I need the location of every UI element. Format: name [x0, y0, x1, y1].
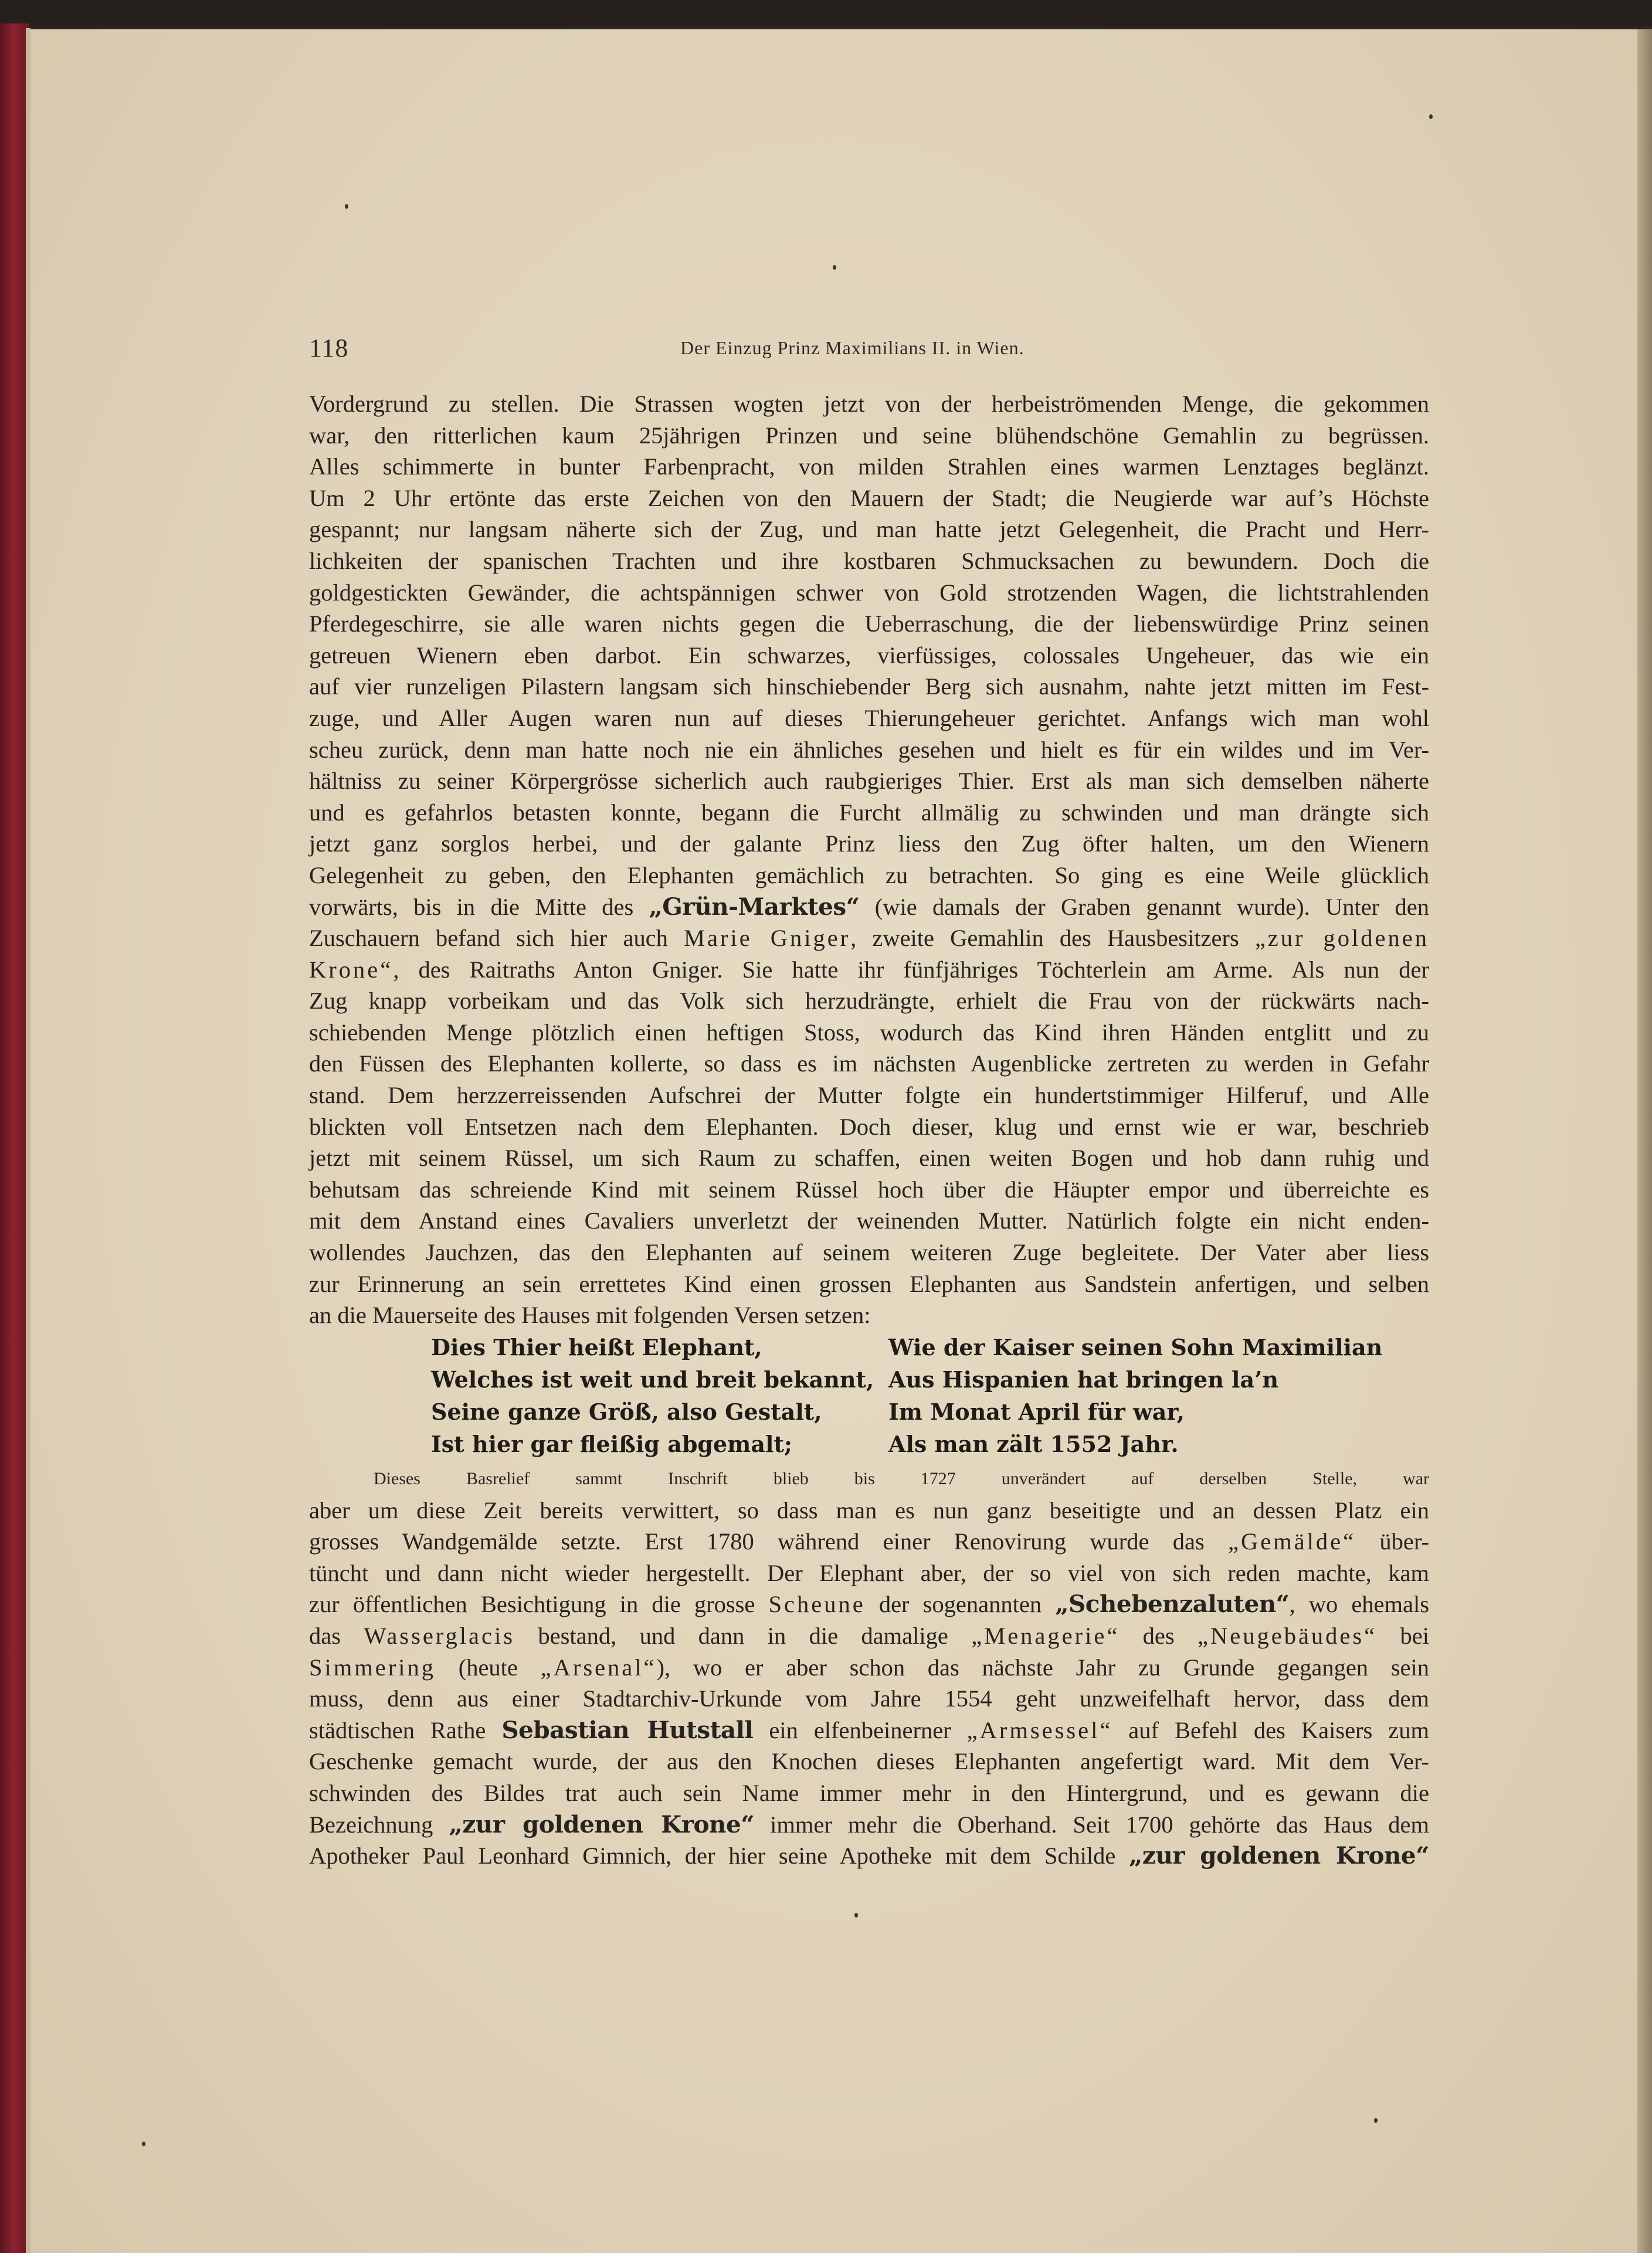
text-line: jetzt ganz sorglos herbei, und der galante Prinz liess den Zug öfter halten, um den Wienern: [309, 830, 1429, 857]
paragraph-1: [309, 388, 1429, 1331]
spaced-term: „Arsenal“: [540, 1654, 657, 1681]
text-line: Krone“, des Raitraths Anton Gniger. Sie hatte ihr fünfjähriges Töchterlein am Arme. Als nun der: [309, 956, 1429, 983]
text-line: und es gefahrlos betasten konnte, begann die Furcht allmälig zu schwinden und man drängte sich: [309, 799, 1429, 826]
page-edge: [26, 28, 30, 2253]
paper-speck: [1374, 2118, 1378, 2123]
verse-right-column: [888, 1331, 1382, 1460]
verse-line: Als man zält 1552 Jahr.: [888, 1431, 1179, 1457]
text-line: muss, denn aus einer Stadtarchiv-Urkunde vom Jahre 1554 geht unzweifelhaft hervor, dass dem: [309, 1685, 1429, 1712]
text-line: vorwärts, bis in die Mitte des „Grün-Marktes“ (wie damals der Graben genannt wurde). Unter den: [309, 892, 1430, 921]
spaced-term: Simmering: [309, 1654, 436, 1681]
spaced-term: „Menagerie“: [971, 1622, 1120, 1649]
text-line: Gelegenheit zu geben, den Elephanten gemächlich zu betrachten. So ging es eine Weile glücklich: [309, 861, 1429, 888]
fraktur-term: „Schebenzaluten“: [1055, 1590, 1290, 1619]
text-line: jetzt mit seinem Rüssel, um sich Raum zu schaffen, einen weiten Bogen und hob dann ruhig und: [309, 1145, 1429, 1172]
book-cover-top: [0, 0, 1652, 26]
verse-line: Welches ist weit und breit bekannt,: [431, 1366, 874, 1393]
text-line: Bezeichnung „zur goldenen Krone“ immer mehr die Oberhand. Seit 1700 gehörte das Haus dem: [309, 1810, 1429, 1838]
text-line: Simmering (heute „Arsenal“), wo er aber schon das nächste Jahr zu Grunde gegangen sein: [309, 1654, 1429, 1681]
text-line: gespannt; nur langsam näherte sich der Zug, und man hatte jetzt Gelegenheit, die Pracht und Herr-: [309, 516, 1429, 543]
text-line: Alles schimmerte in bunter Farbenpracht, von milden Strahlen eines warmen Lenztages beglänzt.: [309, 453, 1429, 480]
text-line: Zug knapp vorbeikam und das Volk sich herzudrängte, erhielt die Frau von der rückwärts nach-: [309, 988, 1429, 1014]
text-line: Pferdegeschirre, sie alle waren nichts gegen die Ueberraschung, die der liebenswürdige Prinz seinen: [309, 610, 1429, 637]
running-title: Der Einzug Prinz Maximilians II. in Wien.: [680, 337, 1025, 358]
text-line: Vordergrund zu stellen. Die Strassen wogten jetzt von der herbeiströmenden Menge, die gekommen: [309, 391, 1429, 417]
spaced-name: Marie Gniger: [683, 925, 851, 952]
text-line: mit dem Anstand eines Cavaliers unverletzt der weinenden Mutter. Natürlich folgte ein nicht enden-: [309, 1207, 1429, 1234]
text-line: zur Erinnerung an sein errettetes Kind einen grossen Elephanten aus Sandstein anfertigen, und selben: [309, 1270, 1429, 1297]
verse-line: Ist hier gar fleißig abgemalt;: [431, 1431, 793, 1457]
spaced-term: Wasserglacis: [364, 1622, 515, 1649]
text-line: wollendes Jauchzen, das den Elephanten auf seinem weiteren Zuge begleitete. Der Vater aber liess: [309, 1239, 1429, 1266]
text-line: getreuen Wienern eben darbot. Ein schwarzes, vierfüssiges, colossales Ungeheuer, das wie ein: [309, 642, 1429, 669]
text-line: Zuschauern befand sich hier auch Marie Gniger, zweite Gemahlin des Hausbesitzers „zur goldenen: [309, 925, 1429, 952]
text-line: städtischen Rathe Sebastian Hutstall ein elfenbeinerner „Armsessel“ auf Befehl des Kaisers zum: [309, 1715, 1429, 1744]
text-line: blickten voll Entsetzen nach dem Elephanten. Doch dieser, klug und ernst wie er war, beschrieb: [309, 1113, 1429, 1140]
text-line: Um 2 Uhr ertönte das erste Zeichen von den Mauern der Stadt; die Neugierde war auf’s Höchste: [309, 484, 1429, 511]
spaced-term: „zur goldenen: [1254, 925, 1429, 952]
text-line: stand. Dem herzzerreissenden Aufschrei der Mutter folgte ein hundertstimmiger Hilferuf, und Alle: [309, 1082, 1429, 1109]
fraktur-term: „Grün-Marktes“: [649, 892, 860, 921]
text-line: zuge, und Aller Augen waren nun auf dieses Thierungeheuer gerichtet. Anfangs wich man wohl: [309, 704, 1429, 731]
spaced-term: Scheune: [768, 1591, 866, 1618]
verse-line: Im Monat April für war,: [888, 1399, 1185, 1425]
text-line: schwinden des Bildes trat auch sein Name immer mehr in den Hintergrund, und es gewann die: [309, 1779, 1429, 1806]
paper-speck: [833, 265, 836, 270]
spaced-term: Krone“: [309, 956, 394, 983]
text-line: grosses Wandgemälde setzte. Erst 1780 während einer Renovirung wurde das „Gemälde“ über-: [309, 1528, 1430, 1555]
fraktur-term: „zur goldenen Krone“: [449, 1810, 755, 1838]
paragraph-2: [309, 1463, 1429, 1872]
paper-speck: [1429, 114, 1433, 119]
text-line: den Füssen des Elephanten kollerte, so dass es im nächsten Augenblicke zertreten zu werden in Gefahr: [309, 1050, 1429, 1077]
text-line: tüncht und dann nicht wieder hergestellt. Der Elephant aber, der so viel von sich reden machte, kam: [309, 1559, 1429, 1586]
page-right-edge: [1637, 29, 1652, 2253]
verse-left-column: [431, 1331, 874, 1460]
verse-line: Dies Thier heißt Elephant,: [431, 1334, 762, 1360]
paper-speck: [142, 2142, 145, 2146]
text-line: schiebenden Menge plötzlich einen heftigen Stoss, wodurch das Kind ihren Händen entglitt und zu: [309, 1019, 1429, 1046]
verse-line: Seine ganze Größ, also Gestalt,: [431, 1399, 822, 1425]
verse-line: Wie der Kaiser seinen Sohn Maximilian: [888, 1334, 1383, 1360]
fraktur-term: „zur goldenen Krone“: [1129, 1841, 1429, 1870]
text-line: goldgestickten Gewänder, die achtspännigen schwer von Gold strotzenden Wagen, die lichtstrahlenden: [309, 579, 1429, 606]
text-line: aber um diese Zeit bereits verwittert, so dass man es nun ganz beseitigte und an dessen Platz ein: [309, 1497, 1429, 1524]
book-spine-red: [0, 23, 29, 2253]
text-line: Dieses Basrelief sammt Inschrift blieb bis 1727 unverändert auf derselben Stelle, war: [374, 1469, 1429, 1488]
text-line: war, den ritterlichen kaum 25jährigen Prinzen und seine blühendschöne Gemahlin zu begrüssen.: [309, 422, 1429, 449]
text-line: scheu zurück, denn man hatte noch nie ein ähnliches gesehen und hielt es für ein wildes und im Ver-: [309, 736, 1429, 763]
page-number: 118: [309, 334, 349, 362]
spaced-term: „Neugebäudes“: [1198, 1622, 1378, 1649]
spaced-term: „Gemälde“: [1227, 1528, 1356, 1555]
spaced-term: „Armsessel“: [966, 1716, 1113, 1743]
text-line: an die Mauerseite des Hauses mit folgenden Versen setzen:: [309, 1302, 871, 1329]
text-line: das Wasserglacis bestand, und dann in die damalige „Menagerie“ des „Neugebäudes“ bei: [309, 1622, 1429, 1649]
text-line: behutsam das schreiende Kind mit seinem Rüssel hoch über die Häupter empor und überreichte es: [309, 1176, 1429, 1203]
verse-line: Aus Hispanien hat bringen la’n: [888, 1366, 1278, 1393]
paper-speck: [854, 1913, 858, 1918]
text-line: auf vier runzeligen Pilastern langsam sich hinschiebender Berg sich ausnahm, nahte jetzt mitten im Fest-: [309, 673, 1429, 700]
text-line: lichkeiten der spanischen Trachten und ihre kostbaren Schmucksachen zu bewundern. Doch die: [309, 547, 1429, 574]
text-line: Apotheker Paul Leonhard Gimnich, der hier seine Apotheke mit dem Schilde „zur goldenen Krone“: [309, 1841, 1429, 1870]
text-line: zur öffentlichen Besichtigung in die grosse Scheune der sogenannten „Schebenzaluten“, wo ehemals: [309, 1590, 1430, 1619]
text-line: Geschenke gemacht wurde, der aus den Knochen dieses Elephanten angefertigt ward. Mit dem Ver-: [309, 1748, 1429, 1775]
text-line: hältniss zu seiner Körpergrösse sicherlich auch raubgieriges Thier. Erst als man sich demselben näherte: [309, 768, 1429, 795]
fraktur-name: Sebastian Hutstall: [501, 1715, 754, 1744]
paper-speck: [345, 204, 348, 209]
